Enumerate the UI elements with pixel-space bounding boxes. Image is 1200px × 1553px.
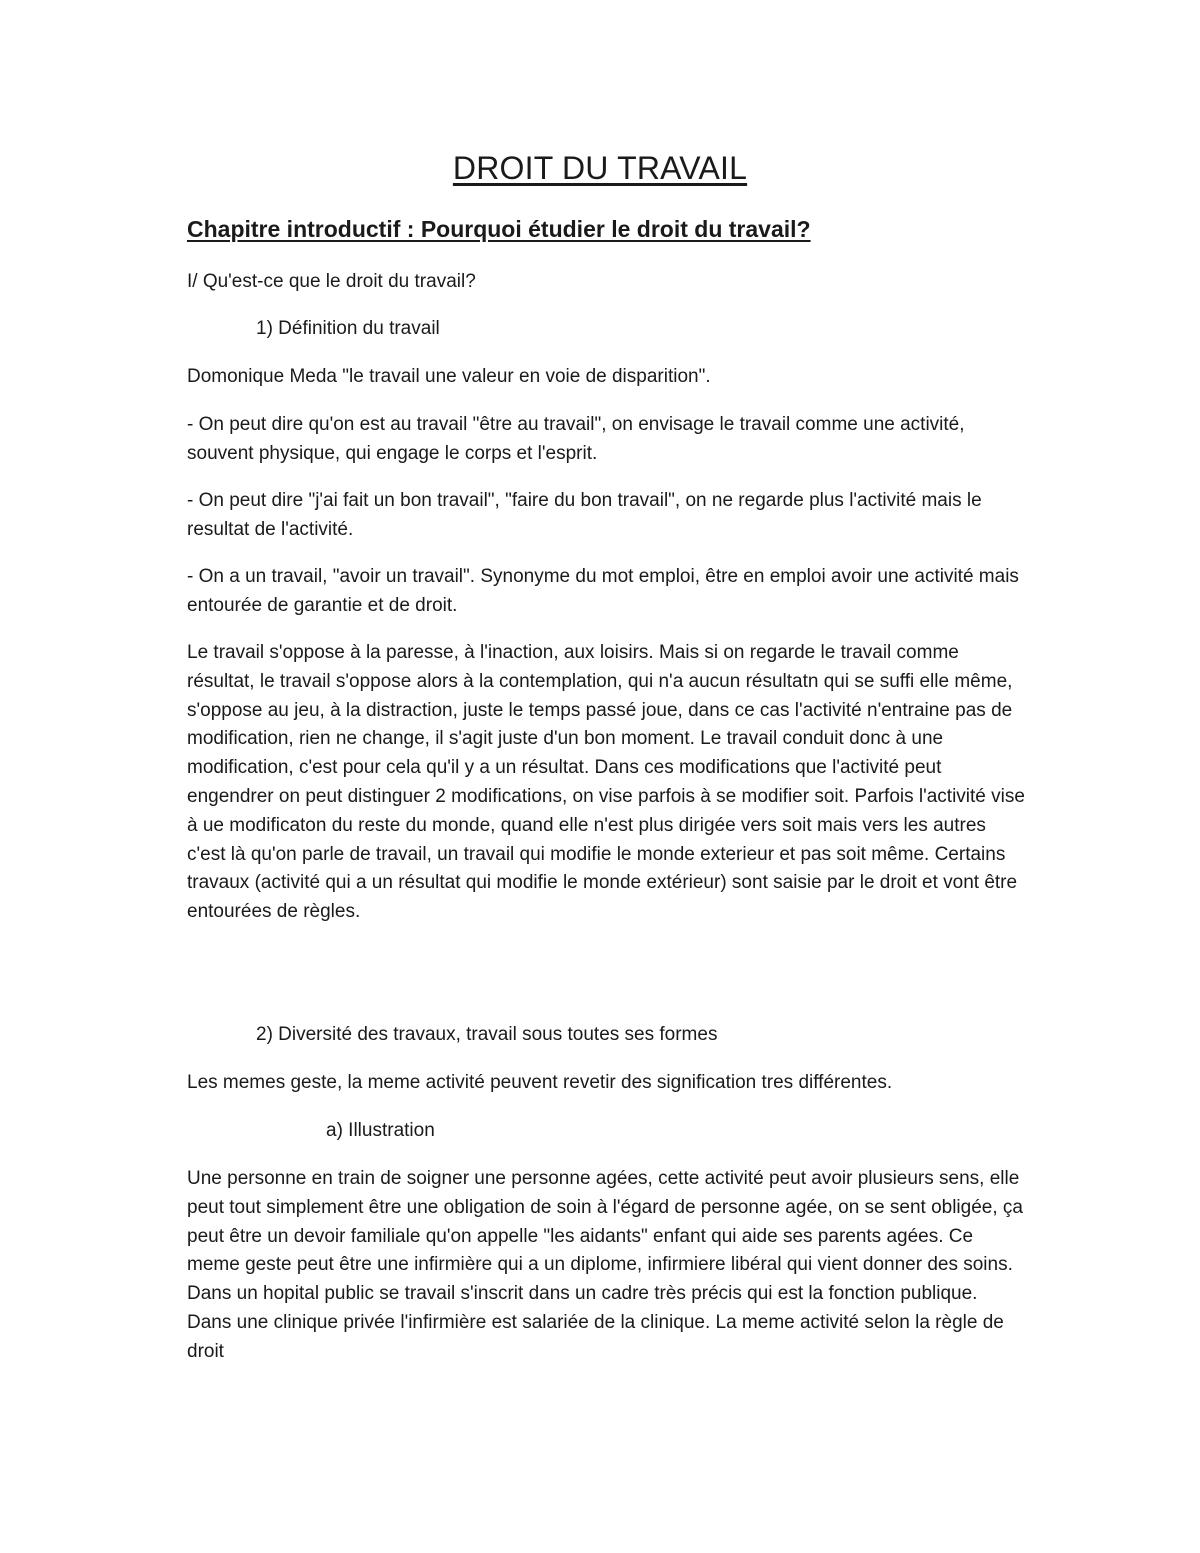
quote-paragraph: Domonique Meda "le travail une valeur en voie de disparition". <box>187 366 711 387</box>
body-paragraph: Les memes geste, la meme activité peuvent revetir des signification tres différentes. <box>187 1072 893 1093</box>
section-heading: I/ Qu'est-ce que le droit du travail? <box>187 271 476 292</box>
chapter-heading: Chapitre introductif : Pourquoi étudier le droit du travail? <box>187 216 811 242</box>
subsection-heading: a) Illustration <box>326 1120 435 1141</box>
bullet-paragraph: - On a un travail, "avoir un travail". Synonyme du mot emploi, être en emploi avoir une activité mais entourée de garantie et de droit. <box>187 566 1019 616</box>
body-paragraph: Le travail s'oppose à la paresse, à l'inaction, aux loisirs. Mais si on regarde le travail comme résultat, le travail s'oppose alors à la contemplation, qui n'a aucun résultatn qui se suffi elle même, s'oppose au jeu, à la distraction, juste le temps passé joue, dans ce cas l'activité n'entraine pas de modification, rien ne change, il s'agit juste d'un bon moment. Le travail conduit donc à une modification, c'est pour cela qu'il y a un résultat. Dans ces modifications que l'activité peut engendrer on peut distinguer 2 modifications, on vise parfois à se modifier soit. Parfois l'activité vise à ue modificaton du reste du monde, quand elle n'est plus dirigée vers soit mais vers les autres c'est là qu'on parle de travail, un travail qui modifie le monde exterieur et pas soit même. Certains travaux (activité qui a un résultat qui modifie le monde extérieur) sont saisie par le droit et vont être entourées de règles. <box>187 642 1025 923</box>
subsection-heading: 2) Diversité des travaux, travail sous toutes ses formes <box>256 1024 718 1045</box>
subsection-heading: 1) Définition du travail <box>256 318 440 339</box>
document-title: DROIT DU TRAVAIL <box>452 150 748 186</box>
bullet-paragraph: - On peut dire qu'on est au travail "être au travail", on envisage le travail comme une activité, souvent physique, qui engage le corps et l'esprit. <box>187 414 965 464</box>
bullet-paragraph: - On peut dire "j'ai fait un bon travail", "faire du bon travail", on ne regarde plus l'activité mais le resultat de l'activité. <box>187 490 982 540</box>
body-paragraph: Une personne en train de soigner une personne agées, cette activité peut avoir plusieurs sens, elle peut tout simplement être une obligation de soin à l'égard de personne agée, on se sent obligée, ça peut être un devoir familiale qu'on appelle "les aidants" enfant qui aide ses parents agées. Ce meme geste peut être une infirmière qui a un diplome, infirmiere libéral qui vient donner des soins. Dans un hopital public se travail s'inscrit dans un cadre très précis qui est la fonction publique. Dans une clinique privée l'infirmière est salariée de la clinique. La meme activité selon la règle de droit <box>187 1168 1023 1362</box>
